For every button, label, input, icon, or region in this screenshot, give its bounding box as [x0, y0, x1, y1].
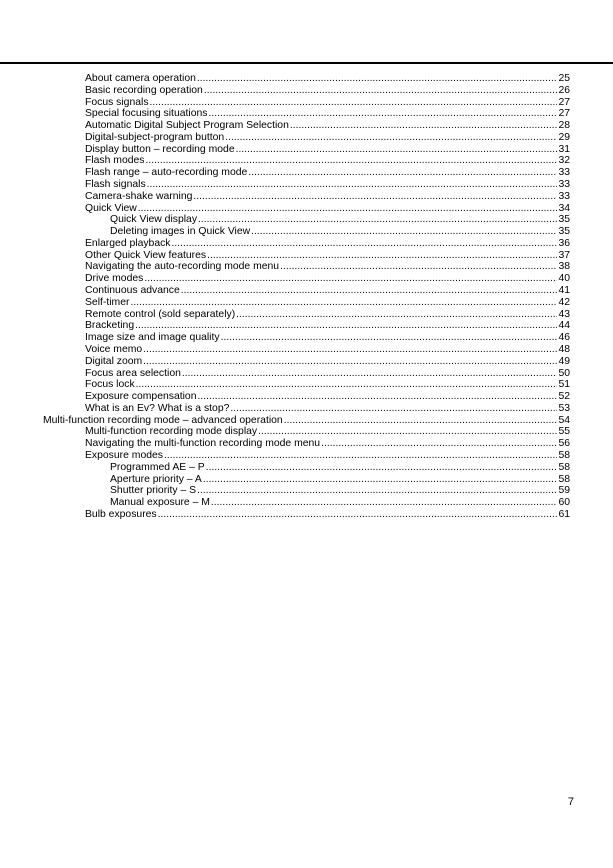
- dot-leader: [150, 97, 558, 109]
- toc-entry-title: Enlarged playback: [85, 237, 171, 249]
- dot-leader: [181, 285, 558, 297]
- toc-entry: [85, 203, 570, 215]
- dot-leader: [143, 344, 557, 356]
- dot-leader: [182, 368, 558, 380]
- toc-entry-title: Digital-subject-program button: [85, 131, 225, 143]
- toc-entry: [110, 474, 570, 486]
- toc-entry-title: Programmed AE – P: [110, 461, 205, 473]
- dot-leader: [136, 379, 558, 391]
- toc-entry-title: Camera-shake warning: [85, 190, 193, 202]
- toc-entry: [43, 415, 570, 427]
- toc-entry: [110, 226, 570, 238]
- toc-entry: [85, 179, 570, 191]
- toc-entry-page: 27: [558, 96, 570, 108]
- toc-entry-title: About camera operation: [85, 73, 196, 84]
- toc-entry: [85, 108, 570, 120]
- toc-entry-title: Focus area selection: [85, 367, 181, 379]
- dot-leader: [284, 415, 558, 427]
- toc-entry-title: Manual exposure – M: [110, 497, 210, 509]
- dot-leader: [208, 108, 557, 120]
- toc-entry: [85, 85, 570, 97]
- toc-entry-page: 29: [558, 131, 570, 143]
- dot-leader: [197, 73, 558, 85]
- dot-leader: [230, 403, 557, 415]
- dot-leader: [144, 273, 557, 285]
- toc-entry-title: Flash modes: [85, 155, 145, 167]
- toc-entry: [85, 73, 570, 85]
- toc-entry-page: 46: [558, 332, 570, 344]
- dot-leader: [211, 497, 558, 509]
- toc-entry-page: 54: [558, 414, 570, 426]
- dot-leader: [198, 214, 557, 226]
- toc-entry: [85, 450, 570, 462]
- dot-leader: [236, 309, 557, 321]
- dot-leader: [290, 120, 558, 132]
- toc-entry: [85, 438, 570, 450]
- toc-entry-title: Special focusing situations: [85, 108, 208, 120]
- toc-entry-page: 58: [558, 449, 570, 461]
- toc-entry-title: Other Quick View features: [85, 249, 207, 261]
- toc-entry-title: Quick View display: [110, 214, 198, 226]
- dot-leader: [206, 462, 558, 474]
- toc-entry-title: Voice memo: [85, 343, 143, 355]
- toc-entry: [85, 356, 570, 368]
- toc-entry: [85, 261, 570, 273]
- dot-leader: [197, 485, 557, 497]
- toc-entry-page: 34: [558, 202, 570, 214]
- toc-entry-page: 26: [558, 84, 570, 96]
- toc-entry-title: Bulb exposures: [85, 508, 157, 520]
- toc-entry: [85, 368, 570, 380]
- dot-leader: [135, 320, 557, 332]
- toc-entry: [85, 273, 570, 285]
- toc-entry-page: 51: [558, 379, 570, 391]
- toc-entry-title: What is an Ev? What is a stop?: [85, 402, 230, 414]
- dot-leader: [207, 250, 557, 262]
- toc-entry-title: Focus signals: [85, 96, 149, 108]
- dot-leader: [145, 155, 557, 167]
- toc-entry-title: Focus lock: [85, 379, 135, 391]
- toc-entry-page: 61: [558, 508, 570, 520]
- dot-leader: [225, 132, 557, 144]
- toc-entry-page: 48: [558, 343, 570, 355]
- toc-entry-page: 59: [558, 485, 570, 497]
- toc-entry-title: Quick View: [85, 202, 137, 214]
- toc-entry-page: 42: [558, 296, 570, 308]
- toc-entry: [85, 132, 570, 144]
- toc-entry: [85, 391, 570, 403]
- toc-entry-page: 28: [558, 120, 570, 132]
- dot-leader: [130, 297, 557, 309]
- toc-entry-title: Multi-function recording mode – advanced operation: [43, 414, 283, 426]
- toc-entry-page: 31: [558, 143, 570, 155]
- toc-entry-page: 56: [558, 438, 570, 450]
- toc-entry-page: 27: [558, 108, 570, 120]
- toc-entry: [110, 462, 570, 474]
- toc-entry-page: 49: [558, 355, 570, 367]
- toc-entry-page: 25: [558, 73, 570, 84]
- toc-entry-title: Navigating the multi-function recording mode menu: [85, 438, 321, 450]
- toc-entry: [85, 97, 570, 109]
- dot-leader: [143, 356, 557, 368]
- toc-entry: [85, 191, 570, 203]
- toc-entry: [85, 238, 570, 250]
- toc-entry-title: Continuous advance: [85, 285, 180, 297]
- toc-entry-title: Basic recording operation: [85, 84, 203, 96]
- toc-entry-title: Aperture priority – A: [110, 473, 202, 485]
- toc-entry-page: 33: [558, 190, 570, 202]
- toc-entry-page: 38: [558, 261, 570, 273]
- toc-entry: [85, 250, 570, 262]
- toc-entry: [85, 403, 570, 415]
- toc-entry-title: Flash signals: [85, 179, 146, 191]
- toc-entry-page: 44: [558, 320, 570, 332]
- toc-entry: [85, 297, 570, 309]
- dot-leader: [172, 238, 558, 250]
- header-rule: [0, 62, 613, 64]
- toc-entry-page: 58: [558, 461, 570, 473]
- toc-entry-title: Self-timer: [85, 296, 130, 308]
- dot-leader: [203, 474, 558, 486]
- dot-leader: [321, 438, 557, 450]
- toc-entry-title: Deleting images in Quick View: [110, 226, 251, 238]
- toc-entry-page: 55: [558, 426, 570, 438]
- dot-leader: [193, 191, 557, 203]
- dot-leader: [158, 509, 558, 521]
- dot-leader: [164, 450, 557, 462]
- toc-entry-title: Exposure compensation: [85, 391, 197, 403]
- toc-entry-title: Image size and image quality: [85, 332, 220, 344]
- toc-entry-page: 37: [558, 249, 570, 261]
- toc-entry-title: Navigating the auto-recording mode menu: [85, 261, 280, 273]
- dot-leader: [197, 391, 557, 403]
- toc-entry-page: 53: [558, 402, 570, 414]
- dot-leader: [236, 144, 558, 156]
- dot-leader: [248, 167, 557, 179]
- toc-entry-page: 58: [558, 473, 570, 485]
- toc-entry: [85, 344, 570, 356]
- toc-entry-title: Shutter priority – S: [110, 485, 197, 497]
- toc-entry: [85, 120, 570, 132]
- toc-entry: [85, 155, 570, 167]
- toc-entry: [85, 379, 570, 391]
- toc-entry-title: Drive modes: [85, 273, 144, 285]
- toc-entry-page: 35: [558, 226, 570, 238]
- toc-entry: [85, 426, 570, 438]
- toc-entry: [85, 320, 570, 332]
- toc-entry: [85, 285, 570, 297]
- toc-entry-page: 52: [558, 391, 570, 403]
- toc-entry-title: Digital zoom: [85, 355, 143, 367]
- toc-entry: [85, 167, 570, 179]
- toc-entry-page: 41: [558, 285, 570, 297]
- toc-entry: [85, 309, 570, 321]
- toc-entry-page: 36: [558, 237, 570, 249]
- toc-entry-page: 35: [558, 214, 570, 226]
- toc-entry-title: Multi-function recording mode display: [85, 426, 258, 438]
- toc-entry-title: Remote control (sold separately): [85, 308, 236, 320]
- toc-entry: [110, 485, 570, 497]
- toc-entry-title: Flash range – auto-recording mode: [85, 167, 248, 179]
- toc-entry-page: 43: [558, 308, 570, 320]
- toc-entry: [85, 144, 570, 156]
- toc-entry-title: Automatic Digital Subject Program Selection: [85, 120, 289, 132]
- toc-entry-page: 50: [558, 367, 570, 379]
- toc-entry: [110, 214, 570, 226]
- toc-entry-title: Display button – recording mode: [85, 143, 235, 155]
- dot-leader: [280, 261, 557, 273]
- toc-entry-title: Exposure modes: [85, 449, 163, 461]
- dot-leader: [251, 226, 557, 238]
- dot-leader: [204, 85, 558, 97]
- toc-entry: [85, 509, 570, 521]
- dot-leader: [138, 203, 558, 215]
- toc-entry-page: 33: [558, 179, 570, 191]
- dot-leader: [258, 426, 557, 438]
- toc-entry-page: 40: [558, 273, 570, 285]
- dot-leader: [221, 332, 558, 344]
- toc-entry: [110, 497, 570, 509]
- toc-entry-title: Bracketing: [85, 320, 135, 332]
- toc-entry-page: 60: [558, 497, 570, 509]
- page-number: 7: [567, 796, 574, 808]
- dot-leader: [147, 179, 558, 191]
- toc-entry-page: 33: [558, 167, 570, 179]
- toc-entry-page: 32: [558, 155, 570, 167]
- toc-entry: [85, 332, 570, 344]
